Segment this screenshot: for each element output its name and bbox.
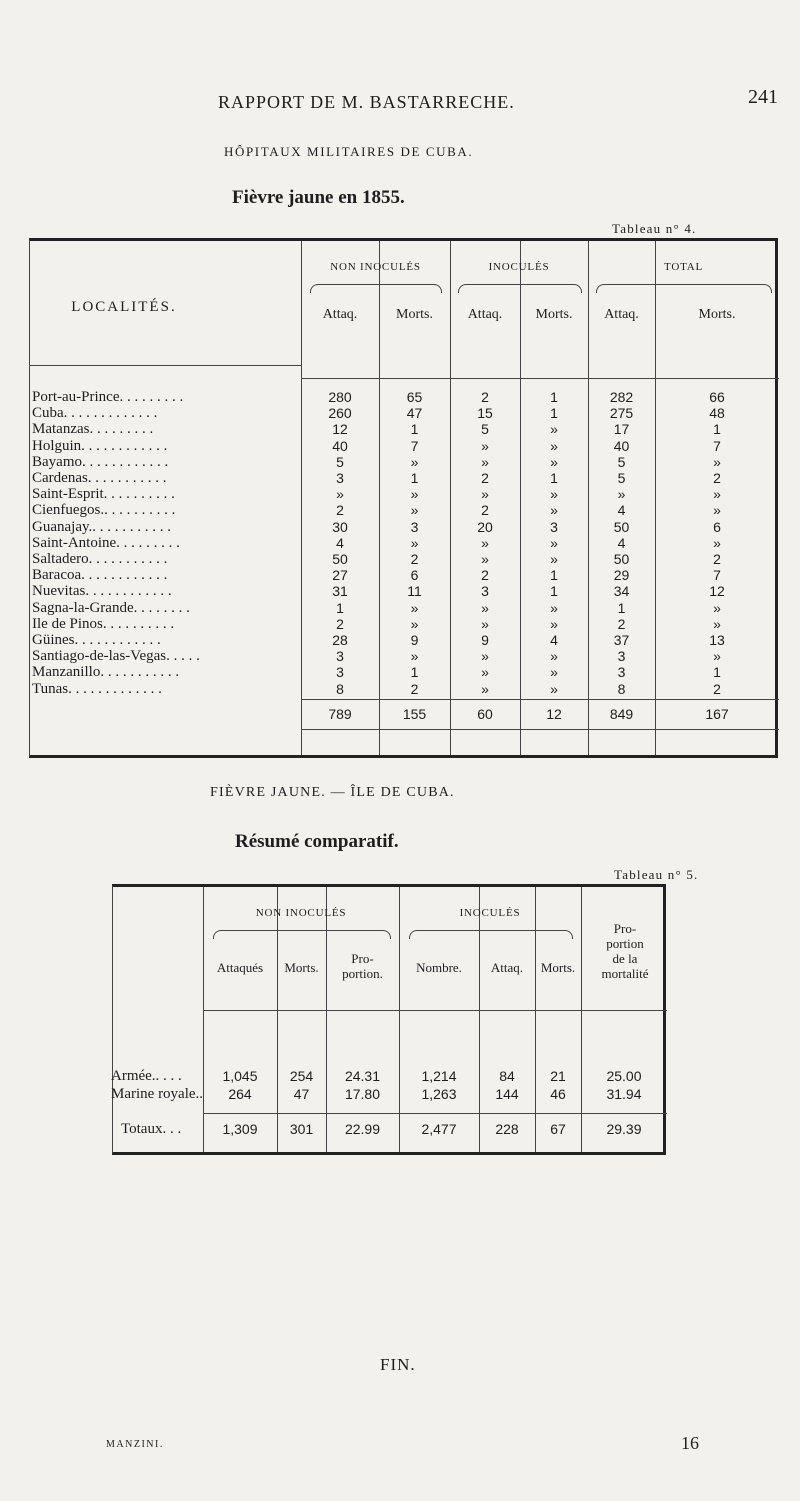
table-cell: 37	[613, 632, 630, 648]
table-cell: 3	[550, 518, 558, 535]
localite-name: Tunas. . . . . . . . . . . . .	[32, 680, 162, 697]
table-cell: 1	[550, 583, 558, 600]
row-label: Marine royale..	[111, 1086, 204, 1102]
table-cell: 50	[613, 518, 630, 535]
table-cell: »	[550, 599, 558, 616]
group-total: TOTAL	[664, 261, 703, 273]
table-cell: 5	[617, 453, 626, 470]
table-cell: 3	[410, 518, 419, 535]
table-cell: 4	[617, 502, 626, 519]
section-subtitle: HÔPITAUX MILITAIRES DE CUBA.	[224, 144, 474, 159]
table-cell: 2	[713, 551, 721, 567]
table-cell: »	[713, 615, 721, 632]
table-cell: »	[550, 437, 558, 454]
table-cell: 48	[709, 405, 725, 422]
total-cell: 849	[609, 706, 634, 722]
table-cell: 20	[477, 518, 493, 535]
table-cell: 7	[713, 567, 721, 584]
table-cell: 11	[407, 583, 422, 600]
table-cell: 8	[336, 680, 344, 697]
table-cell: 6	[713, 518, 721, 535]
table1-title: Fièvre jaune en 1855.	[232, 187, 405, 208]
printer-mark: MANZINI.	[106, 1439, 164, 1450]
table-cell: »	[336, 486, 344, 503]
table-cell: 47	[406, 405, 423, 422]
table-cell: »	[481, 680, 489, 697]
table-cell: »	[481, 648, 489, 665]
col-header: Attaq.	[467, 307, 503, 322]
table-cell: 29	[613, 567, 630, 584]
table-cell: »	[481, 534, 489, 551]
table-cell: 24.31	[344, 1068, 381, 1084]
table-cell: 2	[713, 680, 721, 697]
localite-name: Holguin. . . . . . . . . . . .	[32, 437, 168, 454]
table-cell: 84	[499, 1068, 515, 1084]
table-cell: »	[617, 486, 626, 503]
table2-label: Tableau n° 5.	[614, 867, 699, 882]
group-non-inocules: NON INOCULÉS	[255, 907, 347, 919]
table-cell: 12	[709, 583, 725, 600]
col-header: Nombre.	[416, 960, 462, 975]
table-row	[113, 1068, 667, 1086]
table-cell: 2	[617, 615, 626, 632]
table-cell: 1	[336, 599, 344, 616]
row-label: Totaux. . .	[121, 1121, 182, 1137]
table-cell: 3	[617, 648, 626, 665]
col-header: Attaq.	[604, 307, 639, 322]
table-cell: 282	[609, 389, 634, 405]
table-cell: 40	[332, 437, 348, 454]
table-cell: 21	[550, 1068, 566, 1084]
table-cell: »	[550, 648, 558, 665]
col-header: Morts.	[698, 307, 736, 322]
table-cell: 1,045	[222, 1068, 258, 1084]
localite-name: Cienfuegos.. . . . . . . . . .	[32, 502, 176, 519]
table-cell: »	[410, 599, 419, 616]
table-cell: 1	[550, 567, 558, 584]
group-inocules: INOCULÉS	[459, 907, 521, 919]
localite-name: Nuevitas. . . . . . . . . . . .	[32, 583, 172, 600]
localite-name: Cardenas. . . . . . . . . . .	[32, 470, 167, 486]
row-label: Armée.. . . .	[111, 1068, 182, 1084]
table-cell: 46	[550, 1086, 566, 1102]
table-cell: 27	[332, 567, 348, 584]
table-cell: 50	[332, 551, 348, 567]
table-cell: 4	[617, 534, 626, 551]
table-cell: 1	[713, 664, 721, 681]
table-cell: »	[481, 453, 489, 470]
localite-name: Matanzas. . . . . . . . .	[32, 421, 154, 438]
table-cell: »	[410, 534, 419, 551]
table-cell: 8	[617, 680, 626, 697]
total-cell: 228	[495, 1121, 519, 1137]
localite-name: Saint-Antoine. . . . . . . . .	[32, 534, 180, 551]
localite-name: Baracoa. . . . . . . . . . . .	[32, 567, 168, 584]
signature-number: 16	[681, 1433, 699, 1453]
table-cell: 2	[713, 470, 721, 486]
table-cell: »	[550, 664, 558, 681]
table-cell: 15	[477, 405, 493, 422]
col-header-mortalite: Pro- portion de la mortalité	[601, 921, 649, 981]
table-cell: 260	[328, 405, 352, 422]
table-cell: 2	[481, 502, 489, 519]
table-cell: »	[481, 437, 489, 454]
table-cell: 1	[713, 421, 721, 438]
table-cell: 1,214	[421, 1068, 457, 1084]
table-cell: »	[713, 502, 721, 519]
localite-name: Manzanillo. . . . . . . . . . .	[32, 664, 180, 681]
localite-name: Port-au-Prince. . . . . . . . .	[32, 389, 184, 405]
col-header: Morts.	[396, 307, 433, 322]
table-cell: 3	[336, 664, 344, 681]
localite-name: Cuba. . . . . . . . . . . . .	[32, 405, 158, 422]
table-cell: »	[410, 502, 419, 519]
running-header: RAPPORT DE M. BASTARRECHE.	[218, 92, 515, 112]
table-row	[30, 681, 779, 699]
table2-title: Résumé comparatif.	[235, 831, 399, 852]
total-cell: 60	[477, 706, 493, 722]
table-cell: 3	[336, 648, 344, 665]
table-cell: 2	[481, 470, 489, 486]
table-cell: »	[550, 421, 558, 438]
table-cell: »	[481, 551, 489, 567]
localite-name: Ile de Pinos. . . . . . . . . .	[32, 615, 175, 632]
table-cell: »	[550, 615, 558, 632]
table-cell: 34	[613, 583, 630, 600]
col-header: Attaq.	[322, 307, 358, 322]
table-cell: 1	[410, 470, 419, 486]
table-cell: 66	[709, 389, 725, 405]
table-cell: »	[410, 453, 419, 470]
table-cell: 1	[410, 664, 419, 681]
table-cell: 17.80	[344, 1086, 381, 1102]
table-cell: 5	[336, 453, 344, 470]
total-cell: 29.39	[606, 1121, 642, 1137]
table-cell: »	[713, 453, 721, 470]
table-cell: 5	[617, 470, 626, 486]
total-cell: 167	[705, 706, 729, 722]
table-cell: 2	[336, 615, 344, 632]
localite-name: Saint-Esprit. . . . . . . . . .	[32, 486, 175, 503]
table-cell: 31.94	[606, 1086, 642, 1102]
table-cell: 264	[228, 1086, 252, 1102]
totals-row	[30, 706, 779, 724]
table-cell: »	[481, 615, 489, 632]
table2	[112, 884, 666, 1155]
table-cell: 7	[410, 437, 419, 454]
table-cell: 6	[410, 567, 419, 584]
table-cell: »	[410, 648, 419, 665]
total-cell: 1,309	[222, 1121, 258, 1137]
table-cell: 2	[410, 680, 419, 697]
table-cell: »	[481, 599, 489, 616]
col-header: Morts.	[535, 307, 573, 322]
table-cell: 1	[617, 599, 626, 616]
table-cell: »	[713, 648, 721, 665]
col-header: Morts.	[540, 960, 576, 975]
table-cell: »	[713, 599, 721, 616]
fin-label: FIN.	[380, 1355, 416, 1374]
table-cell: 5	[481, 421, 489, 438]
total-cell: 301	[289, 1121, 314, 1137]
col-header: Pro- portion.	[342, 951, 383, 981]
table-cell: »	[550, 502, 558, 519]
table-cell: »	[410, 615, 419, 632]
total-cell: 12	[546, 706, 562, 722]
table-cell: »	[550, 680, 558, 697]
table-cell: 9	[481, 632, 489, 648]
table-cell: 12	[332, 421, 348, 438]
table-cell: 3	[481, 583, 489, 600]
table-cell: 28	[332, 632, 348, 648]
table-cell: 9	[410, 632, 419, 648]
total-cell: 67	[550, 1121, 566, 1137]
table-cell: 1	[410, 421, 419, 438]
table-cell: 2	[336, 502, 344, 519]
table-cell: 4	[550, 632, 558, 648]
section-heading: FIÈVRE JAUNE. — ÎLE DE CUBA.	[210, 785, 455, 800]
table-cell: 47	[293, 1086, 310, 1102]
localite-name: Sagna-la-Grande. . . . . . . .	[32, 599, 190, 616]
table-cell: 144	[495, 1086, 519, 1102]
table-cell: »	[550, 551, 558, 567]
table-cell: »	[713, 534, 721, 551]
page-number: 241	[748, 86, 778, 108]
table-cell: 1,263	[421, 1086, 457, 1102]
table-cell: 254	[289, 1068, 314, 1084]
table-cell: 31	[332, 583, 348, 600]
table-row	[113, 1086, 667, 1104]
table-cell: 3	[617, 664, 626, 681]
total-cell: 22.99	[344, 1121, 381, 1137]
table-cell: »	[481, 664, 489, 681]
table-cell: 40	[613, 437, 630, 454]
total-cell: 2,477	[421, 1121, 457, 1137]
table-cell: »	[550, 453, 558, 470]
table-cell: 2	[481, 389, 489, 405]
table-cell: 7	[713, 437, 721, 454]
table-cell: 13	[709, 632, 725, 648]
localite-name: Güines. . . . . . . . . . . .	[32, 632, 161, 648]
table-cell: 50	[613, 551, 630, 567]
table-cell: 275	[609, 405, 634, 422]
table-cell: 17	[613, 421, 630, 438]
localite-name: Bayamo. . . . . . . . . . . .	[32, 453, 169, 470]
total-cell: 789	[328, 706, 352, 722]
table1	[29, 238, 778, 758]
table-cell: »	[410, 486, 419, 503]
table-cell: 30	[332, 518, 348, 535]
total-cell: 155	[402, 706, 427, 722]
localite-name: Santiago-de-las-Vegas. . . . .	[32, 648, 200, 665]
col-header: Morts.	[284, 960, 319, 975]
table1-label: Tableau n° 4.	[612, 221, 697, 236]
table-cell: 1	[550, 389, 558, 405]
table-cell: 25.00	[606, 1068, 642, 1084]
group-inocules: INOCULÉS	[488, 261, 550, 273]
localites-header: LOCALITÉS.	[71, 299, 177, 315]
col-header: Attaq.	[490, 960, 524, 975]
table-cell: »	[550, 534, 558, 551]
table-cell: 1	[550, 405, 558, 422]
col-header: Attaqués	[216, 960, 264, 975]
table-cell: »	[550, 486, 558, 503]
localite-name: Saltadero. . . . . . . . . . .	[32, 551, 168, 567]
table-cell: 3	[336, 470, 344, 486]
table-cell: »	[481, 486, 489, 503]
table-cell: 4	[336, 534, 344, 551]
localite-name: Guanajay.. . . . . . . . . . .	[32, 518, 171, 535]
group-non-inocules: NON INOCULÉS	[330, 261, 421, 273]
totals-row	[113, 1121, 667, 1139]
table-cell: »	[713, 486, 721, 503]
table-cell: 65	[406, 389, 423, 405]
table-cell: 1	[550, 470, 558, 486]
table-cell: 280	[328, 389, 352, 405]
table-cell: 2	[481, 567, 489, 584]
table-cell: 2	[410, 551, 419, 567]
